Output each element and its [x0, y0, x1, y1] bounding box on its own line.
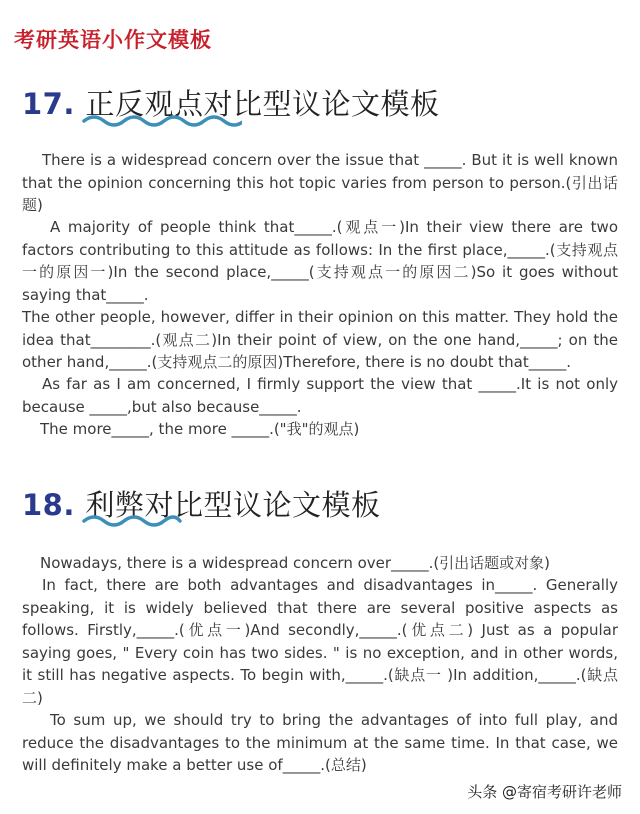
header-label: 考研英语小作文模板: [14, 27, 212, 52]
section-17-number: 17.: [22, 87, 75, 121]
section-18-title: 利弊对比型议论文模板: [85, 488, 381, 522]
section-17-paragraph-view-two: The other people, however, differ in their opinion on this matter. They hold the idea that________.(观点二)In their point of view, on the one hand,_____; on the other hand,_____.(支持观点二的原因)Therefore, there is no doubt that_____.: [22, 308, 618, 371]
section-18-heading: [22, 483, 381, 524]
section-17-paragraph-conclusion: The more_____, the more _____.("我"的观点): [40, 420, 360, 438]
section-18-paragraph-summary: To sum up, we should try to bring the advantages of into full play, and reduce the disadvantages to the minimum at the same time. In that case, we will definitely make a better use of_____.(总结): [22, 711, 618, 774]
wave-underline-icon: [82, 114, 242, 128]
section-17-paragraph-view-one: A majority of people think that_____.(观点一)In their view there are two factors contributing to this attitude as follows: In the first place,_____.(支持观点一的原因一)In the second place,_____(支持观点一的原因二)So it goes without saying that_____.: [22, 218, 618, 304]
wave-underline-icon: [82, 514, 182, 528]
section-18-paragraph-pros-cons: In fact, there are both advantages and disadvantages in_____. Generally speaking, it is widely believed that there are several positive aspects as follows. Firstly,_____.(优点一)And secondly,_____.(优点二) Just as a popular saying goes, " Every coin has two sides. " is no exception, and in other words, it still has negative aspects. To begin with,_____.(缺点一 )In addition,_____.(缺点二): [22, 576, 618, 707]
section-17-paragraph-own-view: As far as I am concerned, I firmly support the view that _____.It is not only because _____,but also because_____.: [22, 375, 618, 416]
watermark: 头条 @寄宿考研许老师: [467, 783, 622, 801]
section-17-paragraph-intro: There is a widespread concern over the issue that _____. But it is well known that the opinion concerning this hot topic varies from person to person.(引出话题): [22, 151, 618, 214]
section-18-paragraph-intro: Nowadays, there is a widespread concern over_____.(引出话题或对象): [40, 554, 551, 572]
section-18-number: 18.: [22, 488, 75, 522]
section-17-title: 正反观点对比型议论文模板: [85, 87, 440, 121]
